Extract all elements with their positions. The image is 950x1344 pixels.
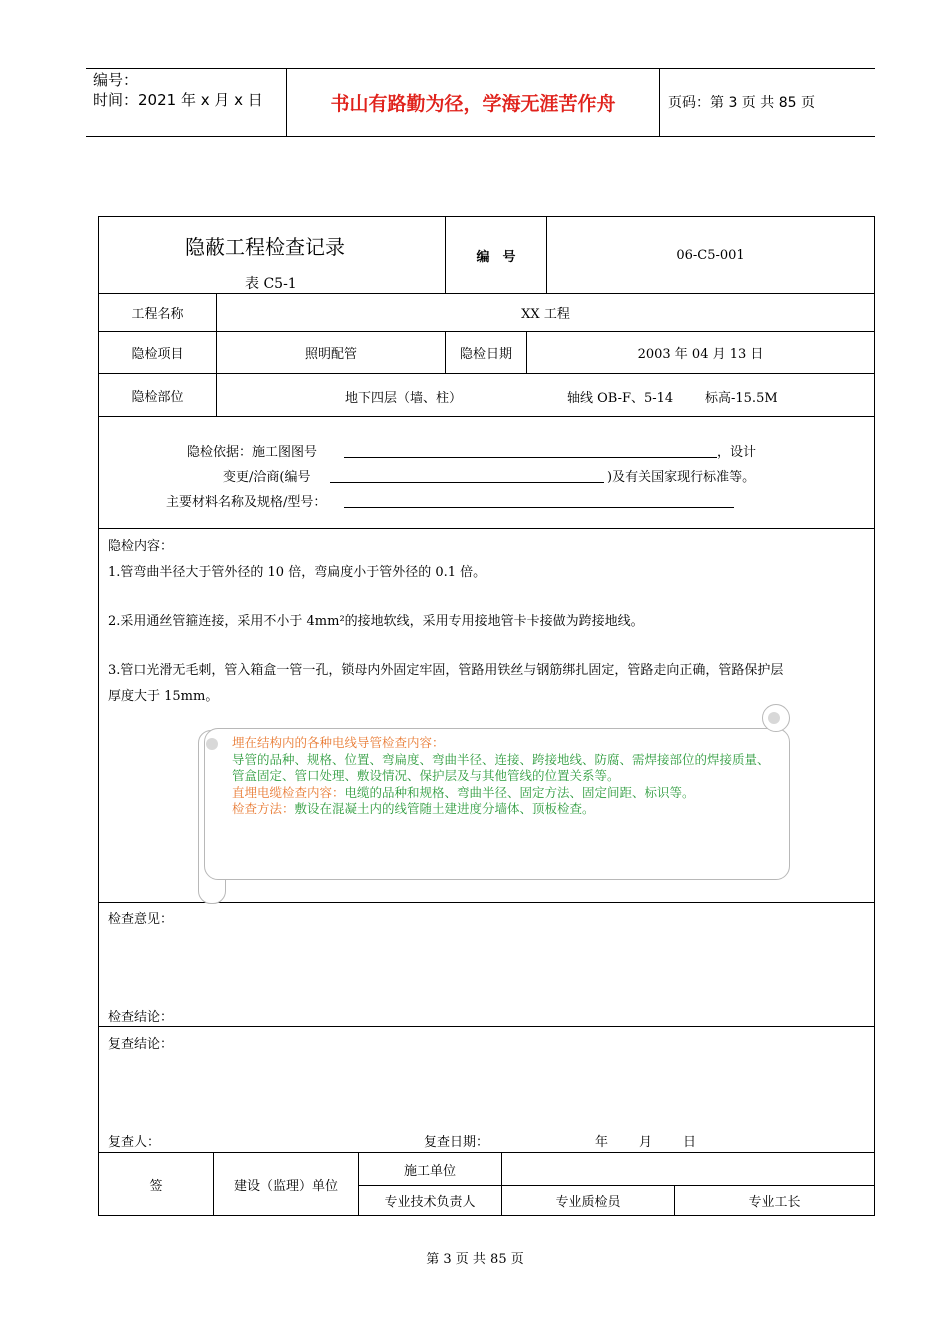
row-divider	[99, 528, 874, 529]
code-value: 06-C5-001	[676, 247, 745, 263]
foreman-label: 专业工长	[748, 1195, 801, 1210]
project-name-value: XX 工程	[521, 307, 570, 322]
header-divider	[659, 68, 660, 136]
content-item-2: 2.采用通丝管箍连接，采用不小于 4mm²的接地软线，采用专用接地管卡卡接做为跨接地线。	[108, 614, 644, 629]
materials-blank	[344, 507, 734, 508]
conclusion-label: 检查结论：	[108, 1010, 174, 1025]
basis-change-label: 变更/洽商(编号	[223, 470, 311, 485]
content-item-1: 1.管弯曲半径大于管外径的 10 倍，弯扁度小于管外径的 0.1 倍。	[108, 565, 487, 580]
recheck-month-label: 月	[639, 1135, 653, 1150]
tech-lead-label: 专业技术负责人	[384, 1195, 476, 1210]
footer-page-number: 第 3 页 共 85 页	[426, 1252, 524, 1267]
project-name-label: 工程名称	[131, 307, 184, 322]
header-page-number: 页码：第 3 页 共 85 页	[668, 95, 815, 111]
form-title: 隐蔽工程检查记录	[185, 235, 345, 259]
document-number-label: 编号：	[93, 71, 139, 89]
materials-label: 主要材料名称及规格/型号：	[166, 495, 327, 510]
inspection-date-label: 隐检日期	[459, 347, 512, 362]
contractor-unit-label: 施工单位	[403, 1163, 456, 1179]
header-motto: 书山有路勤为径，学海无涯苦作舟	[330, 92, 616, 115]
note-cable-items: 电缆的品种和规格、弯曲半径、固定方法、固定间距、标识等。	[344, 784, 695, 800]
content-item-3: 3.管口光滑无毛刺，管入箱盒一管一孔，锁母内外固定牢固，管路用铁丝与钢筋绑扎固定，管路走向正确，管路保护层	[108, 663, 784, 678]
rechecker-label: 复查人：	[108, 1135, 161, 1150]
inspection-item-value: 照明配管	[304, 347, 357, 362]
basis-drawing-blank	[344, 457, 717, 458]
note-heading-conduit: 埋在结构内的各种电线导管检查内容：	[232, 735, 445, 750]
content-item-3-cont: 厚度大于 15mm。	[108, 689, 219, 704]
row-divider	[99, 1026, 874, 1027]
row-divider	[99, 416, 874, 417]
inspection-form-table	[98, 216, 875, 1216]
content-label: 隐检内容：	[108, 539, 174, 554]
header-bottom-rule	[86, 136, 875, 137]
recheck-conclusion-label: 复查结论：	[108, 1037, 174, 1052]
note-scroll-curl-inner	[206, 738, 218, 750]
note-heading-method: 检查方法：	[232, 801, 295, 816]
note-scroll-curl-inner	[768, 712, 780, 724]
builder-unit-label: 建设（监理）单位	[233, 1178, 338, 1194]
note-text	[232, 735, 772, 818]
basis-change-blank	[330, 482, 604, 483]
header-meta	[93, 70, 263, 110]
qc-inspector-label: 专业质检员	[555, 1195, 621, 1210]
note-heading-cable: 直埋电缆检查内容：	[232, 784, 345, 800]
note-method-text: 敷设在混凝土内的线管随土建进度分墙体、顶板检查。	[294, 801, 595, 816]
form-table-number: 表 C5-1	[245, 276, 297, 292]
inspection-item-label: 隐检项目	[131, 347, 184, 362]
recheck-day-label: 日	[683, 1135, 697, 1150]
axis-value: 轴线 OB-F、5-14	[567, 391, 674, 406]
inspection-location-label: 隐检部位	[131, 389, 184, 405]
basis-drawing-label: 隐检依据：施工图图号	[187, 445, 318, 460]
opinion-label: 检查意见：	[108, 912, 174, 927]
document-time-label: 时间：2021 年 x 月 x 日	[93, 91, 263, 109]
signature-label: 签	[149, 1178, 163, 1194]
recheck-year-label: 年	[595, 1135, 609, 1150]
code-label: 编 号	[476, 249, 516, 265]
inspection-date-value: 2003 年 04 月 13 日	[637, 347, 764, 362]
basis-standard-label: )及有关国家现行标准等。	[607, 470, 756, 485]
recheck-date-label: 复查日期：	[424, 1135, 490, 1150]
inspection-location-value: 地下四层（墙、柱）	[345, 391, 463, 406]
note-conduit-items: 导管的品种、规格、位置、弯扁度、弯曲半径、连接、跨接地线、防腐、需焊接部位的焊接质量、管盒固定、管口处理、敷设情况、保护层及与其他管线的位置关系等。	[232, 751, 770, 783]
elevation-value: 标高-15.5M	[705, 391, 778, 406]
basis-design-label: ，设计	[717, 445, 757, 460]
